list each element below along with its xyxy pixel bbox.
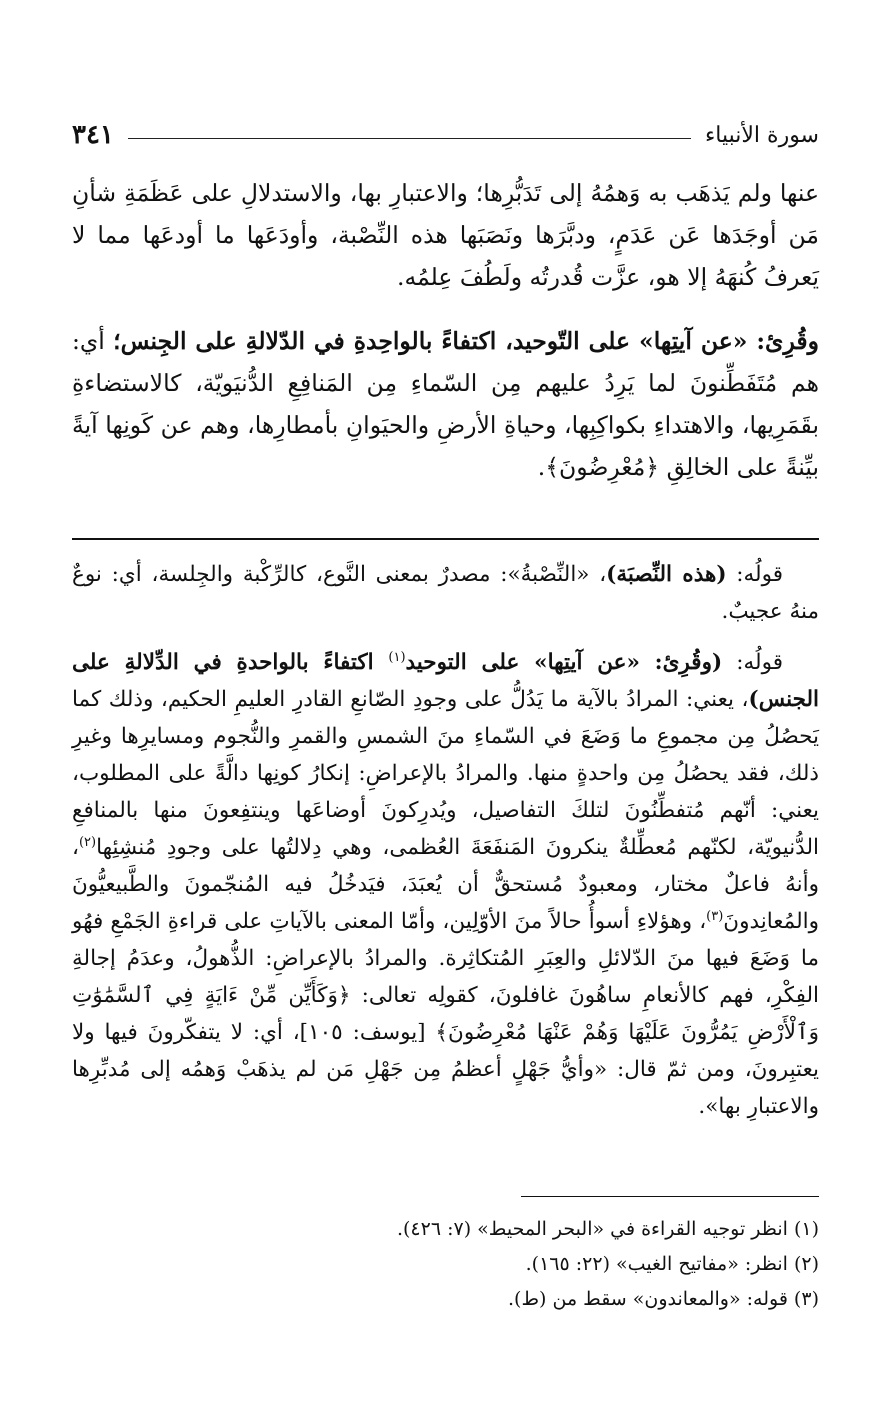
footnote-3: (٣) قوله: «والمعاندون» سقط من (ط).	[508, 1288, 819, 1310]
main-paragraph-2-text: أي: هم مُتَفَطِّنونَ لما يَرِدُ عليهم مِن السّماءِ مِن المَنافِعِ الدُّنيَويّة، كالاستضاءةِ بقَمَرِيها، والاهتداءِ بكواكِبِها، وحياةِ الأرضِ والحيَوانِ بأمطارِها، وهم عن كَونِها آيةً بيِّنةً على الخالِقِ	[72, 327, 819, 481]
footnote-2: (٢) انظر: «مفاتيح الغيب» (٢٢: ١٦٥).	[525, 1253, 819, 1275]
commentary-2-text-1: ، يعني: المرادُ بالآية ما يَدُلُّ على وجودِ الصّانعِ القادرِ العليمِ الحكيم، وذلك كما يَحصُلُ مِن مجموعِ ما وَضَعَ في السّماءِ منَ الشمسِ والقمرِ والنُّجوم ومسايرِها وغيرِ ذلك، فقد يحصُلُ مِن واحدةٍ منها. والمرادُ بالإعراضِ: إنكارُ كونِها دالَّةً على المطلوب، يعني: أنّهم مُتفطِّنُونَ لتلكَ التفاصيل، ويُدرِكونَ أوضاعَها وينتفِعونَ منها بالمنافعِ الدُّنيويّة، لكنّهم مُعطِّلةٌ ينكرونَ المَنفَعَةَ العُظمى، وهي دِلالتُها على وجودِ مُنشِئِها	[72, 687, 819, 860]
commentary-2-prefix: قولُه:	[736, 650, 783, 675]
quran-verse: ﴿وَكَأَيِّن مِّنْ ءَايَةٍ فِي ٱلسَّمَٰوَٰتِ وَٱلْأَرْضِ يَمُرُّونَ عَلَيْهَا وَهُمْ عَنْهَا مُعْرِضُونَ﴾	[72, 983, 820, 1045]
footnote-ref-2[interactable]: (٢)	[78, 834, 97, 850]
commentary-2-lemma-a: (وقُرِئ: «عن آيتِها» على التوحيد	[405, 650, 723, 675]
qiraa-lead: وقُرِئ: «عن آيتِها» على التّوحيد، اكتفاءً بالواحِدةِ في الدّلالةِ على الجِنس؛	[113, 327, 819, 355]
main-paragraph-2-end: .	[537, 453, 546, 481]
commentary-2-lemma-b: اكتفاءً بالواحدةِ في الدِّلالةِ على الجنس)	[72, 650, 819, 712]
commentary-2-text-2: ، وأنهُ فاعلٌ مختار، ومعبودٌ مُستحقٌّ أن يُعبَدَ، فيَدخُلُ فيه المُنجّمونَ والطَّبيعيُّونَ والمُعانِدونَ	[72, 835, 819, 934]
surah-title: سورة الأنبياء	[704, 122, 819, 148]
page-number: ٣٤١	[72, 120, 114, 150]
footnote-ref-3[interactable]: (٣)	[706, 908, 724, 924]
commentary-paragraph-1	[72, 556, 819, 630]
commentary	[72, 556, 819, 1135]
commentary-2-text-3: ، وهؤلاءِ أسوأُ حالاً منَ الأوّلِين، وأمّا المعنى بالآياتِ على قراءةِ الجَمْعِ فهُو ما وَضَعَ فيها منَ الدّلائلِ والعِبَرِ المُتكاثِرة. والمرادُ بالإعراضِ: الذُّهولُ، وعدَمُ إجالةِ الفِكْرِ، فهم كالأنعامِ ساهُونَ غافلونَ، كقولِه تعالى:	[72, 909, 819, 1008]
footnote-rule	[521, 1196, 819, 1197]
main-paragraph-2	[72, 320, 819, 488]
main-commentary-divider	[72, 538, 819, 540]
header-rule	[128, 138, 691, 139]
commentary-1-prefix: قولُه:	[736, 562, 783, 587]
main-paragraph-1: عنها ولم يَذهَب به وَهمُهُ إلى تَدَبُّرِها؛ والاعتبارِ بها، والاستدلالِ على عَظَمَةِ شأنِ مَن أوجَدَها عَن عَدَمٍ، ودبَّرَها ونَصَبَها هذه النِّصْبة، وأودَعَها ما أودعَها مما لا يَعرفُ كُنهَهُ إلا هو، عزَّت قُدرتُه ولَطُفَ عِلمُه.	[72, 179, 819, 291]
commentary-2-text-4: ، أي: لا يتفكّرونَ فيها ولا يعتبِرونَ، ومن ثمّ قال: «وأيُّ جَهْلٍ أعظمُ مِن جَهْلِ مَن لم يذهَبْ وَهمُه إلى مُدبِّرِها والاعتبارِ بها».	[72, 1020, 819, 1119]
quran-word: ﴿مُعْرِضُونَ﴾	[545, 453, 660, 481]
footnote-ref-1[interactable]: (١)	[388, 649, 406, 665]
commentary-1-text: ، «النِّصْبةُ»: مصدرٌ بمعنى النَّوع، كالرِّكْبة والجِلسة، أي: نوعٌ منهُ عجيبٌ.	[72, 562, 819, 624]
commentary-paragraph-2	[72, 644, 819, 1125]
footnote-1: (١) انظر توجيه القراءة في «البحر المحيط» (٧: ٤٢٦).	[396, 1218, 819, 1240]
verse-reference: [يوسف: ١٠٥]	[299, 1020, 426, 1045]
commentary-1-lemma: (هذه النِّصبَة)	[606, 562, 727, 587]
footnotes	[72, 1212, 819, 1317]
main-text	[72, 172, 819, 506]
running-header	[72, 118, 819, 152]
